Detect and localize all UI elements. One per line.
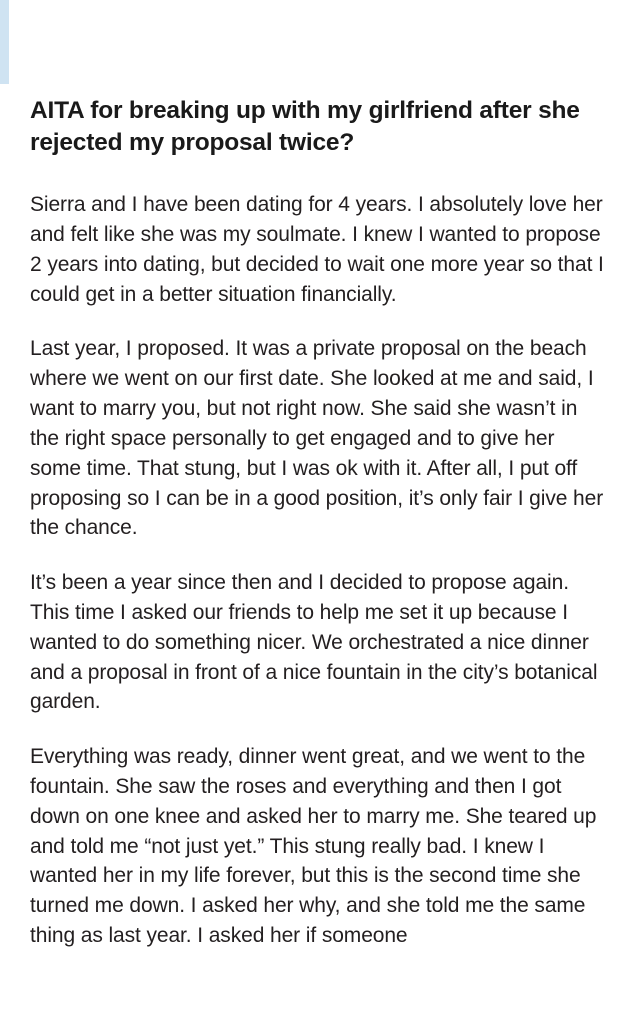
post-content <box>30 0 608 951</box>
bottom-fade <box>0 1008 634 1024</box>
post-paragraph: Everything was ready, dinner went great, and we went to the fountain. She saw the roses and everything and then I got down on one knee and asked her to marry me. She teared up and told me “not just yet.” This stung really bad. I knew I wanted her in my life forever, but this is the second time she turned me down. I asked her why, and she told me the same thing as last year. I asked her if someone <box>30 745 597 948</box>
rail-accent-bar <box>0 0 9 84</box>
post-paragraph: It’s been a year since then and I decided to propose again. This time I asked our friends to help me set it up because I wanted to do something nicer. We orchestrated a nice dinner and a proposal in front of a nice fountain in the city’s botanical garden. <box>30 571 598 714</box>
left-rail <box>0 0 9 1024</box>
page-title: AITA for breaking up with my girlfriend after she rejected my proposal twice? <box>30 97 580 156</box>
post-body <box>30 190 608 951</box>
post-paragraph: Sierra and I have been dating for 4 years. I absolutely love her and felt like she was my soulmate. I knew I wanted to propose 2 years into dating, but decided to wait one more year so that I could get in a better situation financially. <box>30 193 604 306</box>
post-paragraph: Last year, I proposed. It was a private proposal on the beach where we went on our first date. She looked at me and said, I want to marry you, but not right now. She said she wasn’t in the right space personally to get engaged and to give her some time. That stung, but I was ok with it. After all, I put off proposing so I can be in a good position, it’s only fair I give her the chance. <box>30 337 604 540</box>
